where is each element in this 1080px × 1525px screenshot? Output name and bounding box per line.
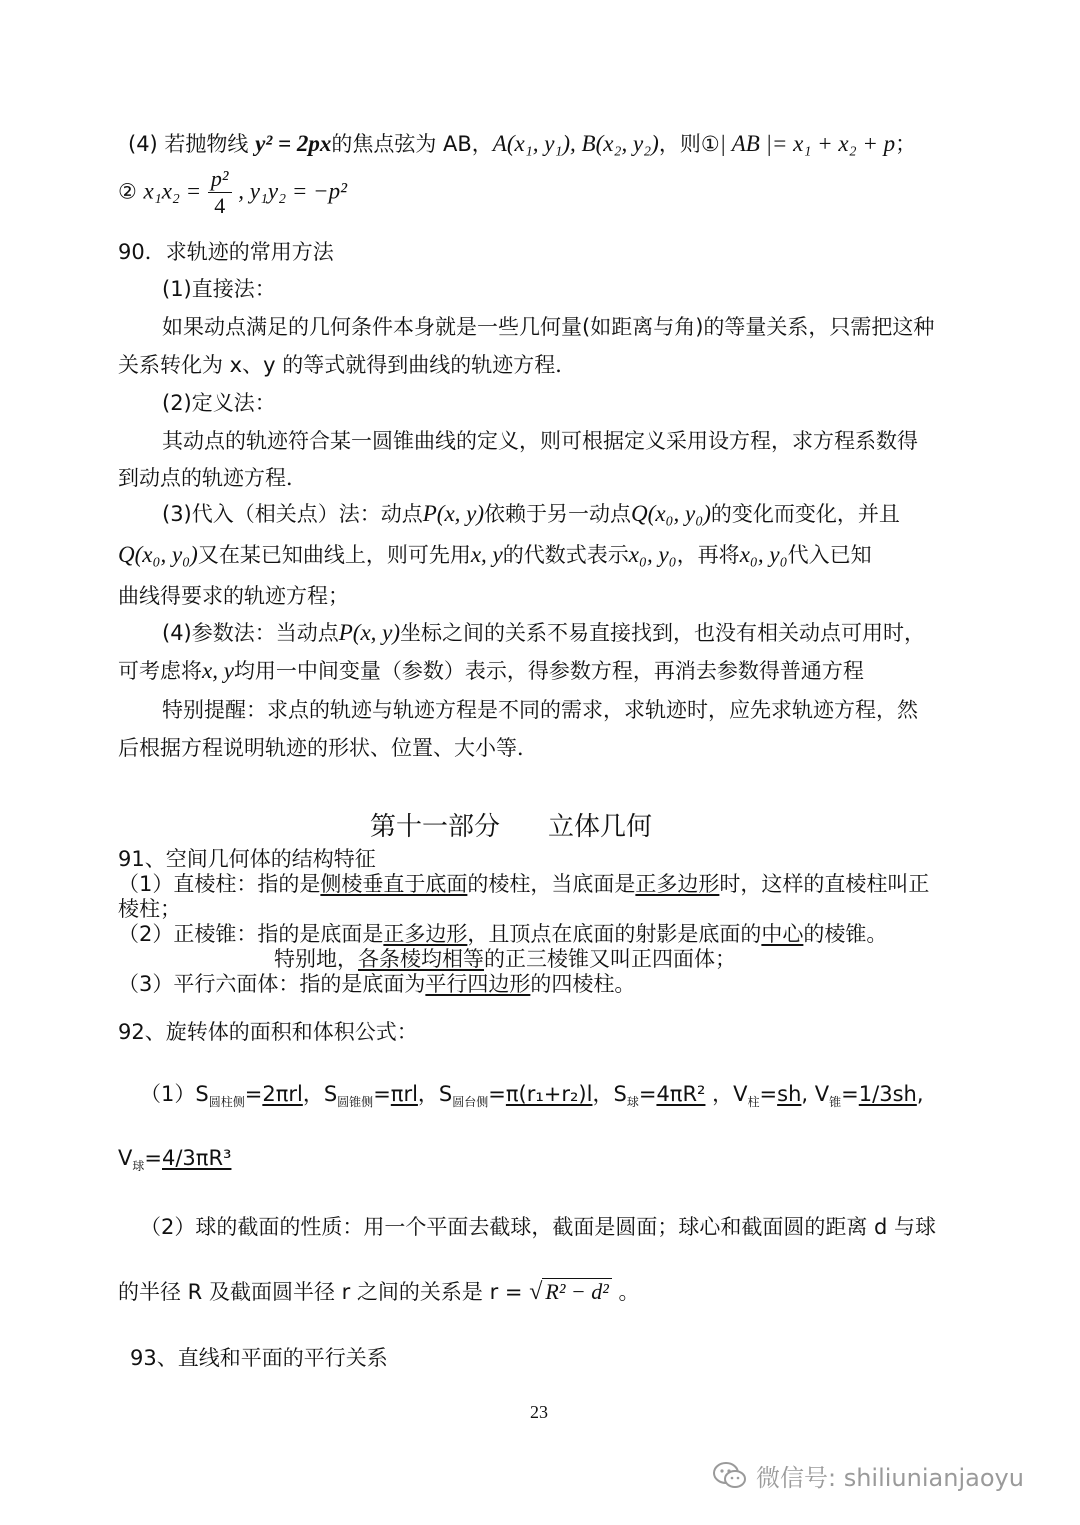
item-2-line-1: （2）正棱锥：指的是底面是正多边形，且顶点在底面的射影是底面的中心的棱锥。: [118, 922, 888, 946]
method-3-text-2: Q(x₀, y₀)又在某已知曲线上，则可先用x, y的代数式表示x₀, y₀，再将x₀, y₀代入已知: [118, 542, 872, 567]
wechat-icon: [712, 1461, 748, 1491]
chord-length-formula: | AB |= x₁ + x₂ + p: [719, 131, 896, 156]
sqrt-symbol: √: [529, 1279, 543, 1305]
method-4-text-2: 可考虑将x, y均用一中间变量（参数）表示，得参数方程，再消去参数得普通方程: [118, 658, 864, 683]
line-89-4: (4) 若抛物线 y² = 2px的焦点弦为 AB，A(x₁, y₁), B(x₂, y₂)，则①| AB |= x₁ + x₂ + p；: [128, 131, 917, 156]
section-92-title: 92、旋转体的面积和体积公式：: [118, 1020, 418, 1044]
part-11-subtitle: 立体几何: [548, 812, 653, 842]
item-2-line-2: 特别地，各条棱均相等的正三棱锥又叫正四面体；: [274, 947, 736, 971]
special-note-2: 后根据方程说明轨迹的形状、位置、大小等．: [118, 736, 538, 760]
section-93-title: 93、直线和平面的平行关系: [130, 1346, 388, 1370]
method-1-text-1: 如果动点满足的几何条件本身就是一些几何量(如距离与角)的等量关系，只需把这种: [162, 315, 935, 339]
formulas-line-1: $(1)S_{圆柱侧}=2\pi rl$，$S_{圆锥侧}=\pi rl$，$S_{圆台侧}=\pi(r_1+r_2)l$，$S_球=4\pi R^2$ ，$V_柱=sh$, $V_锥=1/3sh$,: [140, 1082, 924, 1110]
special-note-1: 特别提醒：求点的轨迹与轨迹方程是不同的需求，求轨迹时，应先求轨迹方程，然: [162, 698, 918, 722]
sphere-section-line-2: 的半径 R 及截面圆半径 r 之间的关系是 r = √ R² − d² 。: [118, 1279, 640, 1305]
formulas-line-2: $V_球=4/3\pi R^3$: [118, 1146, 232, 1174]
method-2-title: (2)定义法：: [162, 391, 276, 415]
part-11-title: 第十一部分: [370, 812, 501, 842]
sphere-section-line-1: （2）球的截面的性质：用一个平面去截球，截面是圆面；球心和截面圆的距离 d 与球: [140, 1215, 937, 1239]
line-89-4-part2: ② x₁x₂ = $\frac{\text{p²}}{4}$ , y₁y₂ = −p²: [118, 166, 348, 218]
method-1-text-2: 关系转化为 x、y 的等式就得到曲线的轨迹方程．: [118, 353, 577, 377]
method-1-title: (1)直接法：: [162, 277, 276, 301]
page-number: 23: [530, 1402, 548, 1422]
method-2-text-2: 到动点的轨迹方程．: [118, 466, 307, 490]
item-3-line-1: （3）平行六面体：指的是底面为平行四边形的四棱柱。: [118, 972, 636, 996]
item-1-line-1: （1）直棱柱：指的是侧棱垂直于底面的棱柱，当底面是正多边形时，这样的直棱柱叫正: [118, 872, 930, 896]
section-91-title: 91、空间几何体的结构特征: [118, 847, 376, 871]
fraction-p2-over-4: $\frac{\text{p²}}{4}$: [208, 166, 232, 219]
method-2-text-1: 其动点的轨迹符合某一圆锥曲线的定义，则可根据定义采用设方程，求方程系数得: [162, 429, 918, 453]
sqrt-expression: R² − d²: [542, 1278, 611, 1305]
method-3-text-3: 曲线得要求的轨迹方程；: [118, 584, 349, 608]
parabola-equation: y² = 2px: [255, 131, 332, 156]
section-90-title: 90．求轨迹的常用方法: [118, 240, 334, 264]
wechat-watermark: 微信号: shiliunianjaoyu: [712, 1458, 1024, 1493]
item-1-line-2: 棱柱；: [118, 897, 181, 921]
method-3-text-1: (3)代入（相关点）法：动点P(x, y)依赖于另一动点Q(x₀, y₀)的变化而变化，并且: [162, 501, 900, 526]
method-4-text-1: (4)参数法：当动点P(x, y)坐标之间的关系不易直接找到，也没有相关动点可用时，: [162, 620, 926, 645]
